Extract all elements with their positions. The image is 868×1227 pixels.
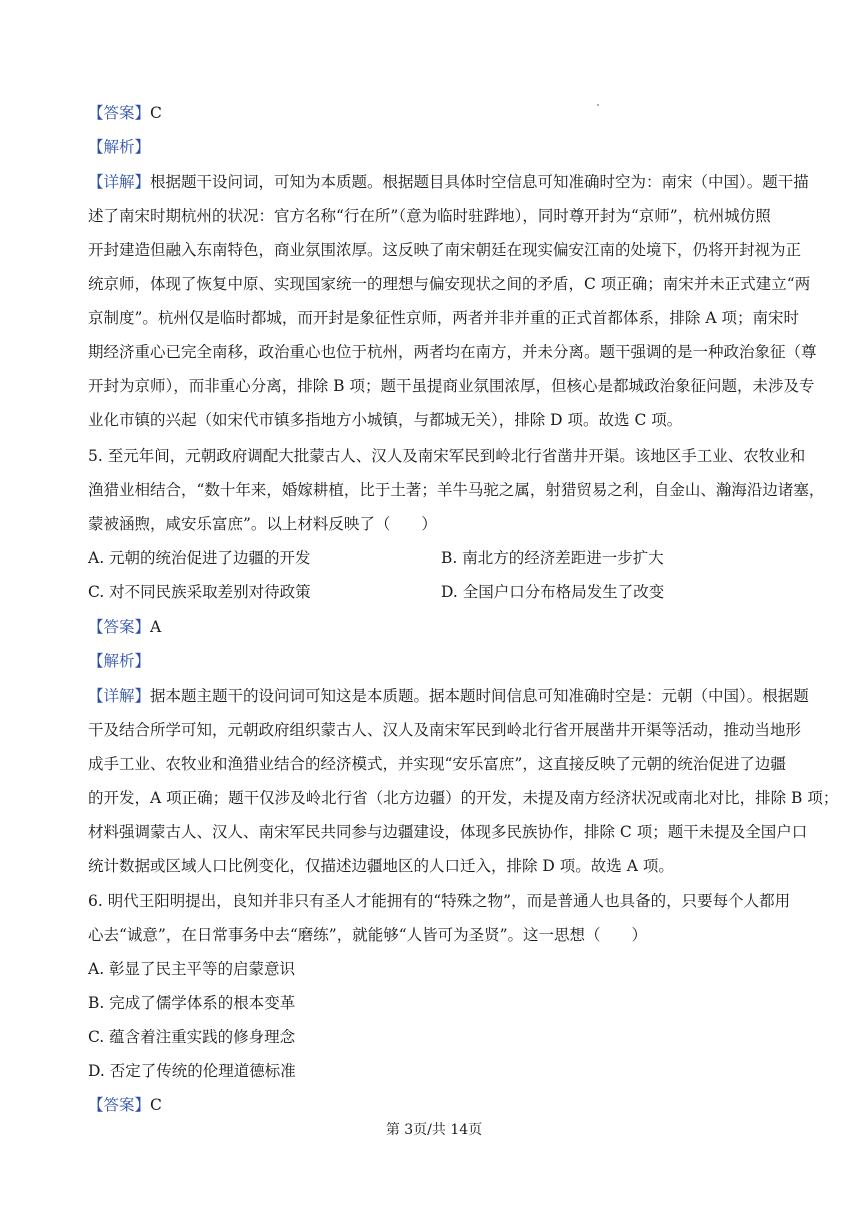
detail-line (88, 686, 808, 706)
page-footer: 第 3页/共 14页 (385, 1122, 483, 1138)
question-stem: 渔猎业相结合，“数十年来，婚嫁耕植，比于土著；羊牛马驼之属，射猎贸易之利，自金山、瀚海沿边诸塞， (88, 481, 825, 499)
option-c: C. 蕴含着注重实践的修身理念 (88, 1028, 296, 1046)
detail-text: 据本题主题干的设问词可知这是本质题。据本题时间信息可知准确时空是：元朝（中国）。根据题 (150, 687, 809, 705)
detail-text: 干及结合所学可知，元朝政府组织蒙古人、汉人及南宋军民到岭北行省开展凿井开渠等活动，推动当地形 (88, 721, 802, 739)
question-stem: 蒙被涵煦，咸安乐富庶”。以上材料反映了（ ） (88, 515, 437, 533)
answer-line (88, 617, 808, 637)
detail-text: 京制度”。杭州仅是临时都城，而开封是象征性京师，两者并非并重的正式首都体系，排除 A 项；南宋时 (88, 309, 799, 327)
answer-value: C (150, 1096, 162, 1114)
answer-tag: 【答案】 (88, 104, 151, 122)
detail-tag: 【详解】 (88, 687, 151, 705)
detail-text: 业化市镇的兴起（如宋代市镇多指地方小城镇，与都城无关），排除 D 项。故选 C 项。 (88, 411, 683, 429)
option-a: A. 元朝的统治促进了边疆的开发 (88, 549, 311, 567)
option-b: B. 完成了儒学体系的根本变革 (88, 994, 296, 1012)
option-b: B. 南北方的经济差距进一步扩大 (441, 549, 664, 567)
question-stem: 5. 至元年间，元朝政府调配大批蒙古人、汉人及南宋军民到岭北行省凿井开渠。该地区手工业、农牧业和 (88, 447, 806, 465)
analysis-line (88, 651, 808, 671)
detail-text: 开封为京师），而非重心分离，排除 B 项；题干虽提商业氛围浓厚，但核心是都城政治象征问题，未涉及专 (88, 377, 815, 395)
detail-text: 述了南宋时期杭州的状况：官方名称“行在所”（意为临时驻跸地），同时尊开封为“京师”，杭州城仿照 (88, 207, 771, 225)
question-stem: 6. 明代王阳明提出，良知并非只有圣人才能拥有的“特殊之物”，而是普通人也具备的，只要每个人都用 (88, 892, 791, 910)
detail-text: 期经济重心已完全南移，政治重心也位于杭州，两者均在南方，并未分离。题干强调的是一种政治象征（尊 (88, 343, 817, 361)
detail-tag: 【详解】 (88, 173, 151, 191)
analysis-tag: 【解析】 (88, 138, 151, 156)
answer-line (88, 1095, 808, 1115)
detail-text: 的开发，A 项正确；题干仅涉及岭北行省（北方边疆）的开发，未提及南方经济状况或南北对比，排除 B 项； (88, 789, 839, 807)
detail-text: 统京师，体现了恢复中原、实现国家统一的理想与偏安现状之间的矛盾，C 项正确；南宋并未正式建立“两 (88, 275, 811, 293)
detail-text: 根据题干设问词，可知为本质题。根据题目具体时空信息可知准确时空为：南宋（中国）。题干描 (150, 173, 809, 191)
analysis-tag: 【解析】 (88, 652, 151, 670)
answer-tag: 【答案】 (88, 1096, 151, 1114)
detail-line (88, 172, 808, 192)
answer-value: A (150, 618, 162, 636)
question-stem: 心去“诚意”，在日常事务中去“磨练”，就能够“人皆可为圣贤”。这一思想（ ） (88, 926, 648, 944)
detail-text: 统计数据或区域人口比例变化，仅描述边疆地区的人口迁入，排除 D 项。故选 A 项。 (88, 857, 674, 875)
detail-text: 材料强调蒙古人、汉人、南宋军民共同参与边疆建设，体现多民族协作，排除 C 项；题干未提及全国户口 (88, 823, 808, 841)
detail-text: 成手工业、农牧业和渔猎业结合的经济模式，并实现“安乐富庶”，这直接反映了元朝的统治促进了边疆 (88, 755, 786, 773)
option-d: D. 全国户口分布格局发生了改变 (441, 583, 665, 601)
answer-value: C (150, 104, 162, 122)
option-d: D. 否定了传统的伦理道德标准 (88, 1062, 296, 1080)
analysis-line (88, 137, 808, 157)
detail-text: 开封建造但融入东南特色，商业氛围浓厚。这反映了南宋朝廷在现实偏安江南的处境下，仍将开封视为正 (88, 241, 802, 259)
answer-tag: 【答案】 (88, 618, 151, 636)
answer-line (88, 103, 808, 123)
option-c: C. 对不同民族采取差别对待政策 (88, 583, 311, 601)
option-a: A. 彰显了民主平等的启蒙意识 (88, 960, 296, 978)
